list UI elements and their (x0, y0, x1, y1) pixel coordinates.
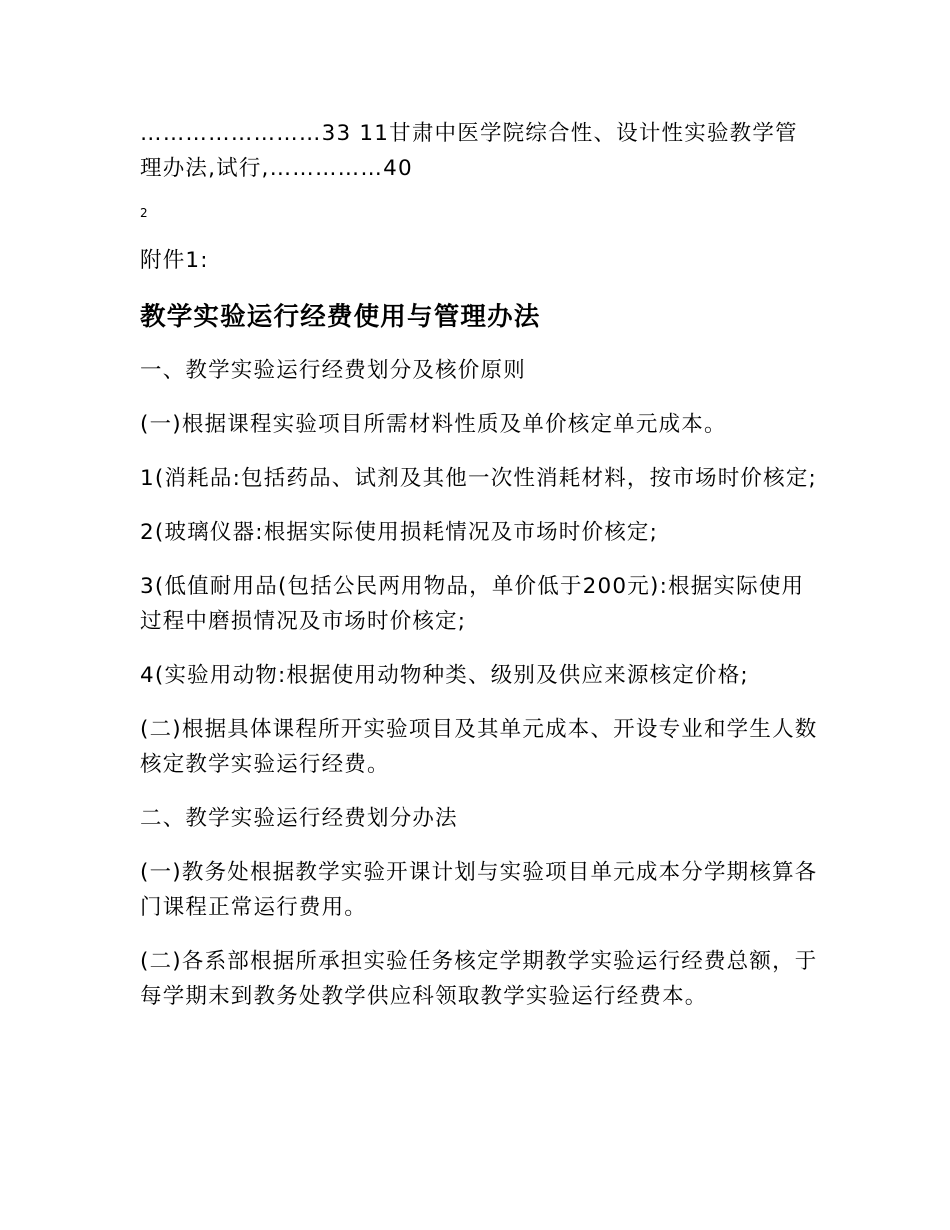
section-heading-1: 一、教学实验运行经费划分及核价原则 (140, 358, 526, 383)
list-item-animals: 4(实验用动物:根据使用动物种类、级别及供应来源核定价格; (140, 663, 749, 688)
paragraph-1-2: (二)根据具体课程所开实验项目及其单元成本、开设专业和学生人数核定教学实验运行经费。 (140, 717, 818, 777)
section-heading-2: 二、教学实验运行经费划分办法 (140, 806, 458, 831)
attachment-label: 附件1: (140, 248, 209, 273)
list-item-consumables: 1(消耗品:包括药品、试剂及其他一次性消耗材料，按市场时价核定; (140, 466, 817, 491)
paragraph-2-2: (二)各系部根据所承担实验任务核定学期教学实验运行经费总额，于每学期末到教务处教学供应科领取教学实验运行经费本。 (140, 949, 818, 1009)
document-title: 教学实验运行经费使用与管理办法 (140, 302, 541, 332)
page-number: 2 (140, 206, 148, 220)
toc-entry: ……………………33 11甘肃中医学院综合性、设计性实验教学管理办法,试行,……………40 (140, 121, 798, 181)
paragraph-1-1: (一)根据课程实验项目所需材料性质及单价核定单元成本。 (140, 412, 727, 437)
list-item-durables: 3(低值耐用品(包括公民两用物品，单价低于200元):根据实际使用过程中磨损情况及市场时价核定; (140, 574, 805, 634)
list-item-glassware: 2(玻璃仪器:根据实际使用损耗情况及市场时价核定; (140, 520, 659, 545)
document-page (140, 116, 820, 1033)
paragraph-2-1: (一)教务处根据教学实验开课计划与实验项目单元成本分学期核算各门课程正常运行费用。 (140, 860, 818, 920)
